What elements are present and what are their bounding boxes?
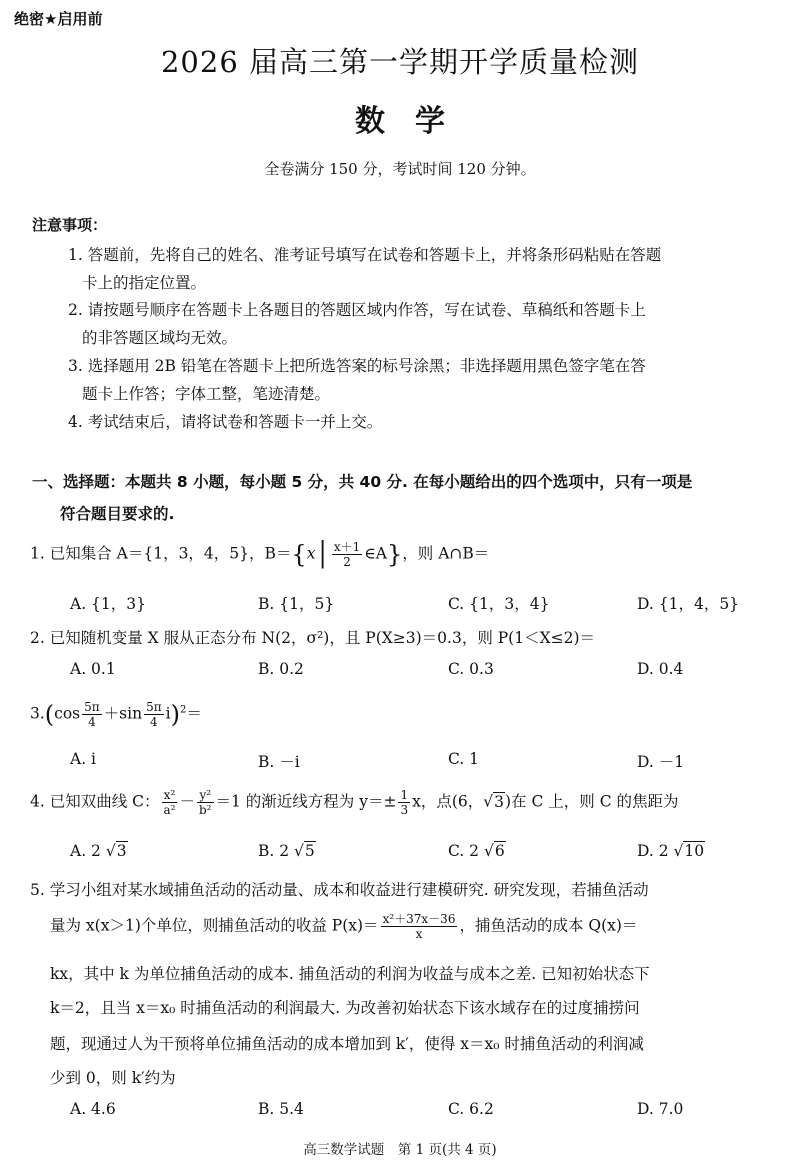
subject-heading: 数学 xyxy=(355,104,475,139)
q2-option-b: B. 0.2 xyxy=(258,660,304,678)
q4-opt-a-prefix: A. 2 xyxy=(70,842,101,860)
q4-b2: b² xyxy=(199,803,212,817)
notice-line: 卡上的指定位置。 xyxy=(82,274,207,292)
question-5-line-4: k＝2，且当 x＝x₀ 时捕鱼活动的利润最大. 为改善初始状态下该水域存在的过度捕捞问 xyxy=(50,999,640,1017)
q1-set-b-pre: B＝ xyxy=(264,544,292,563)
q3-option-d: D. －1 xyxy=(637,753,685,771)
q1-frac-num: x＋1 xyxy=(333,540,361,554)
page-footer: 高三数学试题 第 1 页(共 4 页) xyxy=(303,1142,497,1158)
q3-fraction-1 xyxy=(82,700,102,729)
q3-frac2-den: 4 xyxy=(150,715,158,729)
q4-post: x，点(6， xyxy=(412,792,484,811)
section-heading: 一、选择题：本题共 8 小题，每小题 5 分，共 40 分. 在每小题给出的四个选项中，只有一项是 xyxy=(32,473,693,491)
q4-fraction-third xyxy=(398,788,410,817)
question-2: 2. 已知随机变量 X 服从正态分布 N(2，σ²)，且 P(X≥3)＝0.3，则 P(1＜X≤2)＝ xyxy=(30,629,596,647)
q1-set-a: A＝{1，3，4，5}， xyxy=(116,544,265,563)
question-5-line-3: kx，其中 k 为单位捕鱼活动的成本. 捕鱼活动的利润为收益与成本之差. 已知初始状态下 xyxy=(50,965,650,983)
exam-info: 全卷满分 150 分，考试时间 120 分钟。 xyxy=(264,160,536,178)
q3-left-paren: ( xyxy=(44,700,55,729)
q4-mid: ＝1 的渐近线方程为 y＝± xyxy=(215,792,397,811)
q5-line2-pre: 量为 x(x＞1)个单位，则捕鱼活动的收益 P(x)＝ xyxy=(50,916,379,935)
q5-frac-num: x²＋37x－36 xyxy=(382,912,456,926)
q1-option-b: B. {1，5} xyxy=(258,595,335,613)
question-1 xyxy=(30,540,489,569)
q3-eq: ＝ xyxy=(186,704,202,723)
notice-heading: 注意事项： xyxy=(32,216,108,234)
q3-fraction-2 xyxy=(144,700,164,729)
q4-opt-d-prefix: D. 2 xyxy=(637,842,669,860)
q1-fraction xyxy=(332,540,362,569)
q3-i: i xyxy=(165,704,171,723)
q4-opt-b-rad: 5 xyxy=(304,842,315,860)
notice-line: 1. 答题前，先将自己的姓名、准考证号填写在试卷和答题卡上，并将条形码粘贴在答题 xyxy=(68,246,662,264)
notice-line: 4. 考试结束后，请将试卷和答题卡一并上交。 xyxy=(68,413,383,431)
question-5-line-5: 题，现通过人为干预将单位捕鱼活动的成本增加到 k′，使得 x＝x₀ 时捕鱼活动的利润减 xyxy=(50,1035,644,1053)
q3-option-b: B. －i xyxy=(258,753,300,771)
q4-sqrt3: 3 xyxy=(494,792,505,811)
q1-option-c: C. {1，3，4} xyxy=(448,595,550,613)
q1-left-brace: { xyxy=(291,540,307,569)
notice-line: 3. 选择题用 2B 铅笔在答题卡上把所选答案的标号涂黑；非选择题用黑色签字笔在答 xyxy=(68,357,646,375)
q4-tail: )在 C 上，则 C 的焦距为 xyxy=(505,792,679,811)
question-5-line-2 xyxy=(50,912,637,941)
q4-three: 3 xyxy=(400,803,409,817)
q4-fraction-x xyxy=(162,788,178,817)
q2-option-a: A. 0.1 xyxy=(70,660,116,678)
q5-line2-post: ，捕鱼活动的成本 Q(x)＝ xyxy=(459,916,638,935)
q1-right-brace: } xyxy=(386,540,403,569)
q3-plus-sin: ＋sin xyxy=(103,704,143,723)
q4-minus: － xyxy=(179,792,195,811)
q5-frac-den: x xyxy=(415,927,423,941)
q3-right-paren: ) xyxy=(170,700,180,729)
q1-set-b-post: ∈A xyxy=(364,544,387,563)
question-4 xyxy=(30,788,679,817)
q3-frac1-num: 5π xyxy=(84,700,100,714)
q3-exponent: 2 xyxy=(179,704,187,716)
q4-opt-c-rad: 6 xyxy=(494,842,505,860)
q4-a2: a² xyxy=(163,803,176,817)
q2-option-c: C. 0.3 xyxy=(448,660,494,678)
q3-cos: cos xyxy=(54,704,81,723)
q5-fraction xyxy=(381,912,458,941)
q4-option-d: D. 2 √10 xyxy=(637,842,705,860)
q1-tail: ，则 A∩B＝ xyxy=(402,544,490,563)
q4-opt-d-rad: 10 xyxy=(684,842,705,860)
q1-var-x: x xyxy=(306,544,316,563)
q3-frac1-den: 4 xyxy=(88,715,96,729)
q3-option-a: A. i xyxy=(70,750,97,768)
q5-option-a: A. 4.6 xyxy=(70,1100,116,1118)
q2-option-d: D. 0.4 xyxy=(637,660,684,678)
q1-option-a: A. {1，3} xyxy=(70,595,146,613)
q3-frac2-num: 5π xyxy=(146,700,162,714)
q4-opt-b-prefix: B. 2 xyxy=(258,842,290,860)
q4-option-b: B. 2 √5 xyxy=(258,842,315,860)
q4-one: 1 xyxy=(400,788,409,802)
q4-opt-a-rad: 3 xyxy=(116,842,127,860)
q1-option-d: D. {1，4，5} xyxy=(637,595,740,613)
q3-option-c: C. 1 xyxy=(448,750,480,768)
q1-num: 1. 已知集合 xyxy=(30,544,117,563)
q4-y2: y² xyxy=(197,788,214,803)
q1-frac-den: 2 xyxy=(343,555,351,569)
q3-num: 3. xyxy=(30,704,45,723)
q4-opt-c-prefix: C. 2 xyxy=(448,842,480,860)
q4-x2: x² xyxy=(162,788,178,803)
q4-option-c: C. 2 √6 xyxy=(448,842,505,860)
q4-fraction-y xyxy=(197,788,214,817)
q1-bar: │ xyxy=(315,540,330,569)
exam-title: 2026 届高三第一学期开学质量检测 xyxy=(160,45,640,79)
section-heading-cont: 符合题目要求的. xyxy=(60,505,175,523)
q5-option-b: B. 5.4 xyxy=(258,1100,304,1118)
question-5-line-1: 5. 学习小组对某水域捕鱼活动的活动量、成本和收益进行建模研究. 研究发现，若捕鱼活动 xyxy=(30,881,649,899)
q5-option-d: D. 7.0 xyxy=(637,1100,684,1118)
q5-option-c: C. 6.2 xyxy=(448,1100,494,1118)
notice-line: 题卡上作答；字体工整，笔迹清楚。 xyxy=(82,385,331,403)
notice-line: 的非答题区域均无效。 xyxy=(82,329,238,347)
question-5-line-6: 少到 0，则 k′约为 xyxy=(50,1069,176,1087)
q4-option-a: A. 2 √3 xyxy=(70,842,127,860)
q4-pre: 4. 已知双曲线 C： xyxy=(30,792,160,811)
q4-sqrt-sign: √ xyxy=(483,792,494,811)
confidential-label: 绝密★启用前 xyxy=(14,10,103,28)
notice-line: 2. 请按题号顺序在答题卡上各题目的答题区域内作答，写在试卷、草稿纸和答题卡上 xyxy=(68,301,646,319)
question-3 xyxy=(30,700,202,729)
